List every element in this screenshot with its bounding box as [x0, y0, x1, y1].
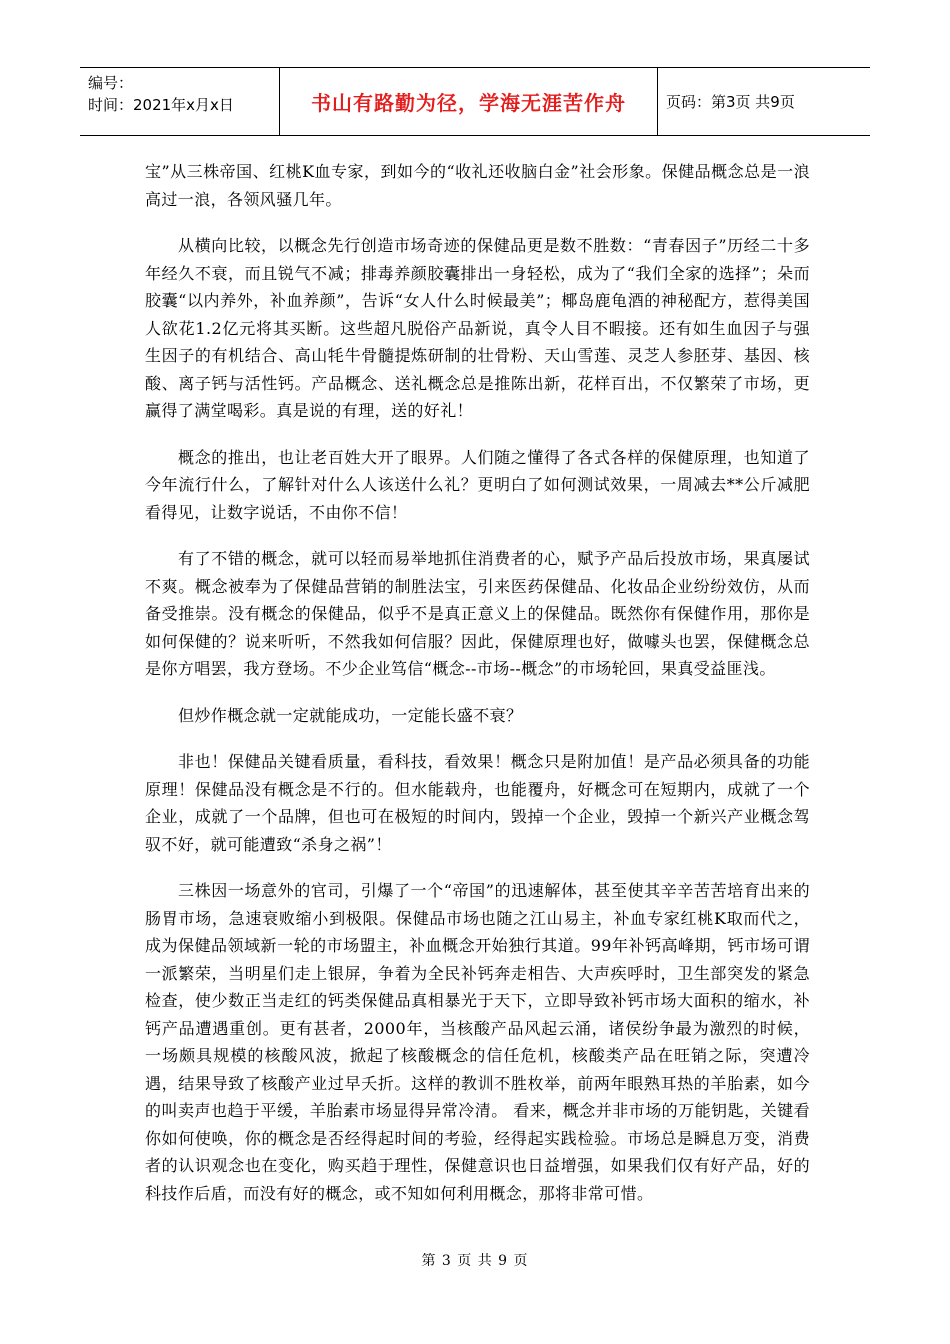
paragraph: 但炒作概念就一定就能成功，一定能长盛不衰？	[178, 705, 523, 725]
paragraph: 概念的推出，也让老百姓大开了眼界。人们随之懂得了各式各样的保健原理，也知道了今年流行什么，了解针对什么人该送什么礼？更明白了如何测试效果，一周减去**公斤减肥看得见，让数字说话，不由你不信！	[145, 447, 810, 522]
page-header	[80, 67, 870, 136]
header-page-cell	[658, 68, 870, 135]
paragraph: 非也！保健品关键看质量，看科技，看效果！概念只是附加值！是产品必须具备的功能原理！保健品没有概念是不行的。但水能载舟，也能覆舟，好概念可在短期内，成就了一个企业，成就了一个品牌，但也可在极短的时间内，毁掉一个企业，毁掉一个新兴产业概念驾驭不好，就可能遭致“杀身之祸”！	[145, 752, 810, 854]
page-footer	[0, 1250, 950, 1270]
document-body	[145, 158, 810, 1226]
paragraph: 有了不错的概念，就可以轻而易举地抓住消费者的心，赋予产品后投放市场，果真屡试不爽。概念被奉为了保健品营销的制胜法宝，引来医药保健品、化妆品企业纷纷效仿，从而备受推崇。没有概念的保健品，似乎不是真正意义上的保健品。既然你有保健作用，那你是如何保健的？说来听听，不然我如何信服？因此，保健原理也好，做噱头也罢，保健概念总是你方唱罢，我方登场。不少企业笃信“概念--市场--概念”的市场轮回，果真受益匪浅。	[145, 549, 810, 678]
date-label: 时间：2021年x月x日	[88, 96, 234, 114]
motto-text: 书山有路勤为径，学海无涯苦作舟	[311, 91, 626, 115]
paragraph: 三株因一场意外的官司，引爆了一个“帝国”的迅速解体，甚至使其辛辛苦苦培育出来的肠胃市场，急速衰败缩小到极限。保健品市场也随之江山易主，补血专家红桃K取而代之，成为保健品领域新一轮的市场盟主，补血概念开始独行其道。99年补钙高峰期，钙市场可谓一派繁荣，当明星们走上银屏，争着为全民补钙奔走相告、大声疾呼时，卫生部突发的紧急检查，使少数正当走红的钙类保健品真相暴光于天下，立即导致补钙市场大面积的缩水，补钙产品遭遇重创。更有甚者，2000年，当核酸产品风起云涌，诸侯纷争最为激烈的时候，一场颇具规模的核酸风波，掀起了核酸概念的信任危机，核酸类产品在旺销之际，突遭冷遇，结果导致了核酸产业过早夭折。这样的教训不胜枚举，前两年眼熟耳热的羊胎素，如今的叫卖声也趋于平缓，羊胎素市场显得异常冷清。 看来，概念并非市场的万能钥匙，关键看你如何使唤，你的概念是否经得起时间的考验，经得起实践检验。市场总是瞬息万变，消费者的认识观念也在变化，购买趋于理性，保健意识也日益增强，如果我们仅有好产品，好的科技作后盾，而没有好的概念，或不知如何利用概念，那将非常可惜。	[145, 881, 810, 1203]
header-motto-cell	[280, 68, 658, 135]
page-number-label: 页码：第3页 共9页	[666, 93, 795, 111]
paragraph: 从横向比较，以概念先行创造市场奇迹的保健品更是数不胜数：“青春因子”历经二十多年经久不衰，而且锐气不减；排毒养颜胶囊排出一身轻松，成为了“我们全家的选择”；朵而胶囊“以内养外，补血养颜”，告诉“女人什么时候最美”；椰岛鹿龟酒的神秘配方，惹得美国人欲花1.2亿元将其买断。这些超凡脱俗产品新说，真令人目不暇接。还有如生血因子与强生因子的有机结合、高山牦牛骨髓提炼研制的壮骨粉、天山雪莲、灵芝人参胚芽、基因、核酸、离子钙与活性钙。产品概念、送礼概念总是推陈出新，花样百出，不仅繁荣了市场，更赢得了满堂喝彩。真是说的有理，送的好礼！	[145, 236, 810, 420]
footer-page-number: 第 3 页 共 9 页	[421, 1253, 529, 1269]
header-meta-cell	[80, 68, 280, 135]
serial-number-label: 编号：	[88, 74, 134, 92]
paragraph-continuation: 宝”从三株帝国、红桃K血专家，到如今的“收礼还收脑白金”社会形象。保健品概念总是一浪高过一浪，各领风骚几年。	[145, 162, 810, 209]
